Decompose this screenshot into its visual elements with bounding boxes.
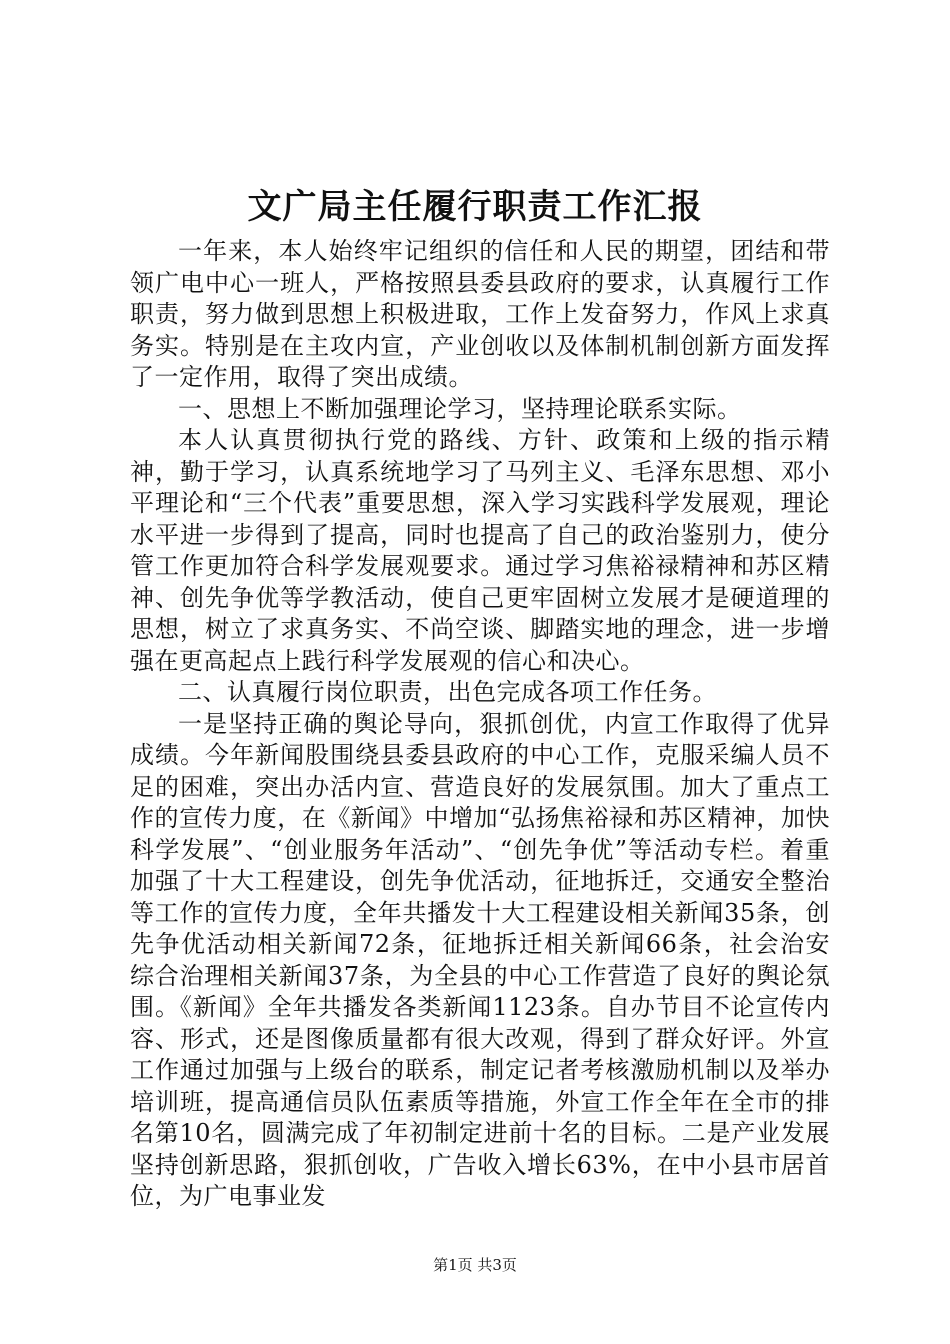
paragraph-theory-study: 本人认真贯彻执行党的路线、方针、政策和上级的指示精神，勤于学习，认真系统地学习了马列主义、毛泽东思想、邓小平理论和“三个代表”重要思想，深入学习实践科学发展观，理论水平进一步得到了提高，同时也提高了自己的政治鉴别力，使分管工作更加符合科学发展观要求。通过学习焦裕禄精神和苏区精神、创先争优等学教活动，使自己更牢固树立发展才是硬道理的思想，树立了求真务实、不尚空谈、脚踏实地的理念，进一步增强在更高起点上践行科学发展观的信心和决心。 bbox=[130, 426, 830, 675]
paragraph-intro: 一年来，本人始终牢记组织的信任和人民的期望，团结和带领广电中心一班人，严格按照县委县政府的要求，认真履行工作职责，努力做到思想上积极进取，工作上发奋努力，作风上求真务实。特别是在主攻内宣，产业创收以及体制机制创新方面发挥了一定作用，取得了突出成绩。 bbox=[130, 237, 830, 391]
paragraph-work-results: 一是坚持正确的舆论导向，狠抓创优，内宣工作取得了优异成绩。今年新闻股围绕县委县政府的中心工作，克服采编人员不足的困难，突出办活内宣、营造良好的发展氛围。加大了重点工作的宣传力度，在《新闻》中增加“弘扬焦裕禄和苏区精神，加快科学发展”、“创业服务年活动”、“创先争优”等活动专栏。着重加强了十大工程建设，创先争优活动，征地拆迁，交通安全整治等工作的宣传力度，全年共播发十大工程建设相关新闻35条，创先争优活动相关新闻72条，征地拆迁相关新闻66条，社会治安综合治理相关新闻37条，为全县的中心工作营造了良好的舆论氛围。《新闻》全年共播发各类新闻1123条。自办节目不论宣传内容、形式，还是图像质量都有很大改观，得到了群众好评。外宣工作通过加强与上级台的联系，制定记者考核激励机制以及举办培训班，提高通信员队伍素质等措施，外宣工作全年在全市的排名第10名，圆满完成了年初制定进前十名的目标。二是产业发展坚持创新思路，狠抓创收，广告收入增长63%，在中小县市居首位，为广电事业发 bbox=[130, 709, 830, 1210]
page-number-footer: 第1页 共3页 bbox=[433, 1256, 517, 1274]
document-body bbox=[130, 236, 830, 1213]
document-title: 文广局主任履行职责工作汇报 bbox=[247, 187, 703, 227]
heading-section-1: 一、思想上不断加强理论学习，坚持理论联系实际。 bbox=[178, 394, 742, 423]
heading-section-2: 二、认真履行岗位职责，出色完成各项工作任务。 bbox=[178, 678, 717, 706]
